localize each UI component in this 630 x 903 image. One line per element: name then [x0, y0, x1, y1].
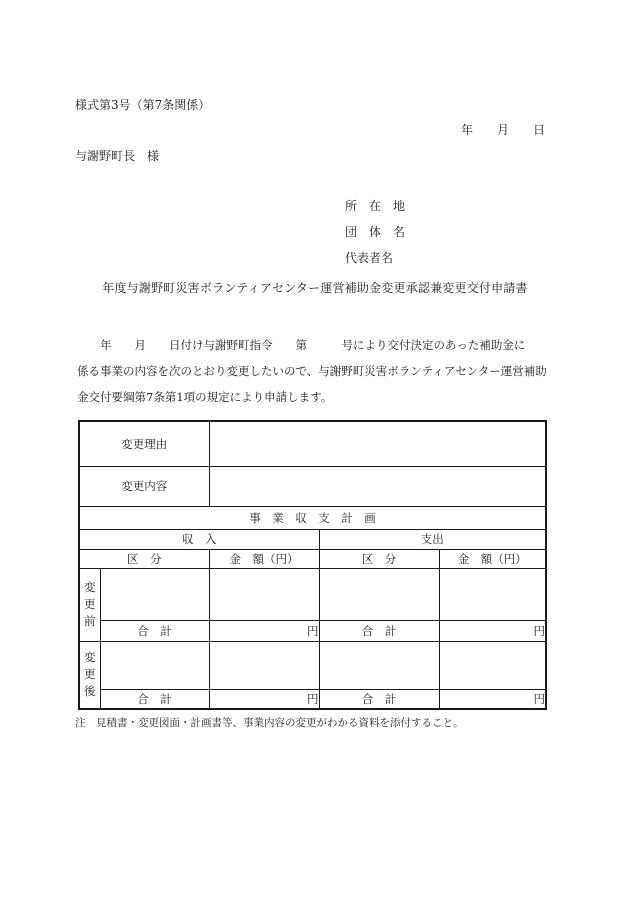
after-expense-total-label: 合 計	[319, 689, 439, 709]
body-line-1: 年 月 日付け与謝野町指令 第 号により交付決定のあった補助金に	[77, 338, 526, 352]
after-detail-row	[79, 641, 546, 689]
income-header: 収 入	[79, 529, 319, 549]
column-header-row	[79, 549, 546, 568]
applicant-rep-label: 代表者名	[345, 251, 394, 265]
applicant-location-label: 所 在 地	[345, 199, 406, 213]
income-category-header: 区 分	[79, 549, 209, 568]
after-label: 変更後	[84, 649, 96, 699]
content-label: 変更内容	[79, 466, 209, 506]
content-row	[79, 466, 546, 506]
before-income-category-cell	[100, 568, 209, 620]
after-expense-category-cell	[319, 641, 439, 689]
plan-header-row	[79, 506, 546, 529]
after-income-yen-cell: 円	[209, 689, 319, 709]
document-title: 年度与謝野町災害ボランティアセンター運営補助金変更承認兼変更交付申請書	[102, 281, 528, 295]
plan-header: 事 業 収 支 計 画	[79, 506, 546, 529]
after-label-cell	[79, 641, 100, 709]
after-income-total-label: 合 計	[100, 689, 209, 709]
expense-header: 支出	[319, 529, 546, 549]
after-expense-amount-cell	[439, 641, 546, 689]
before-expense-total-label: 合 計	[319, 620, 439, 641]
change-application-table	[78, 420, 547, 710]
body-line-2: 係る事業の内容を次のとおり変更したいので、与謝野町災害ボランティアセンター運営補助	[77, 364, 547, 378]
before-detail-row	[79, 568, 546, 620]
before-label-cell	[79, 568, 100, 641]
after-income-amount-cell	[209, 641, 319, 689]
expense-amount-header: 金 額（円）	[439, 549, 546, 568]
body-line-3: 金交付要綱第7条第1項の規定により申請します。	[77, 390, 333, 404]
before-income-amount-cell	[209, 568, 319, 620]
reason-label: 変更理由	[79, 421, 209, 466]
before-income-total-label: 合 計	[100, 620, 209, 641]
expense-category-header: 区 分	[319, 549, 439, 568]
before-label: 変更前	[84, 579, 96, 629]
reason-value-cell	[209, 421, 546, 466]
form-number: 様式第3号（第7条関係）	[75, 98, 211, 112]
date-line: 年 月 日	[460, 123, 545, 137]
attachment-note: 注 見積書・変更図面・計画書等、事業内容の変更がわかる資料を添付すること。	[75, 717, 464, 729]
applicant-org-label: 団 体 名	[345, 225, 406, 239]
addressee: 与謝野町長 様	[75, 149, 160, 163]
content-value-cell	[209, 466, 546, 506]
income-amount-header: 金 額（円）	[209, 549, 319, 568]
before-expense-yen-cell: 円	[439, 620, 546, 641]
before-income-yen-cell: 円	[209, 620, 319, 641]
before-expense-category-cell	[319, 568, 439, 620]
after-total-row	[79, 689, 546, 709]
reason-row	[79, 421, 546, 466]
before-expense-amount-cell	[439, 568, 546, 620]
after-expense-yen-cell: 円	[439, 689, 546, 709]
after-income-category-cell	[100, 641, 209, 689]
income-expense-header-row	[79, 529, 546, 549]
before-total-row	[79, 620, 546, 641]
